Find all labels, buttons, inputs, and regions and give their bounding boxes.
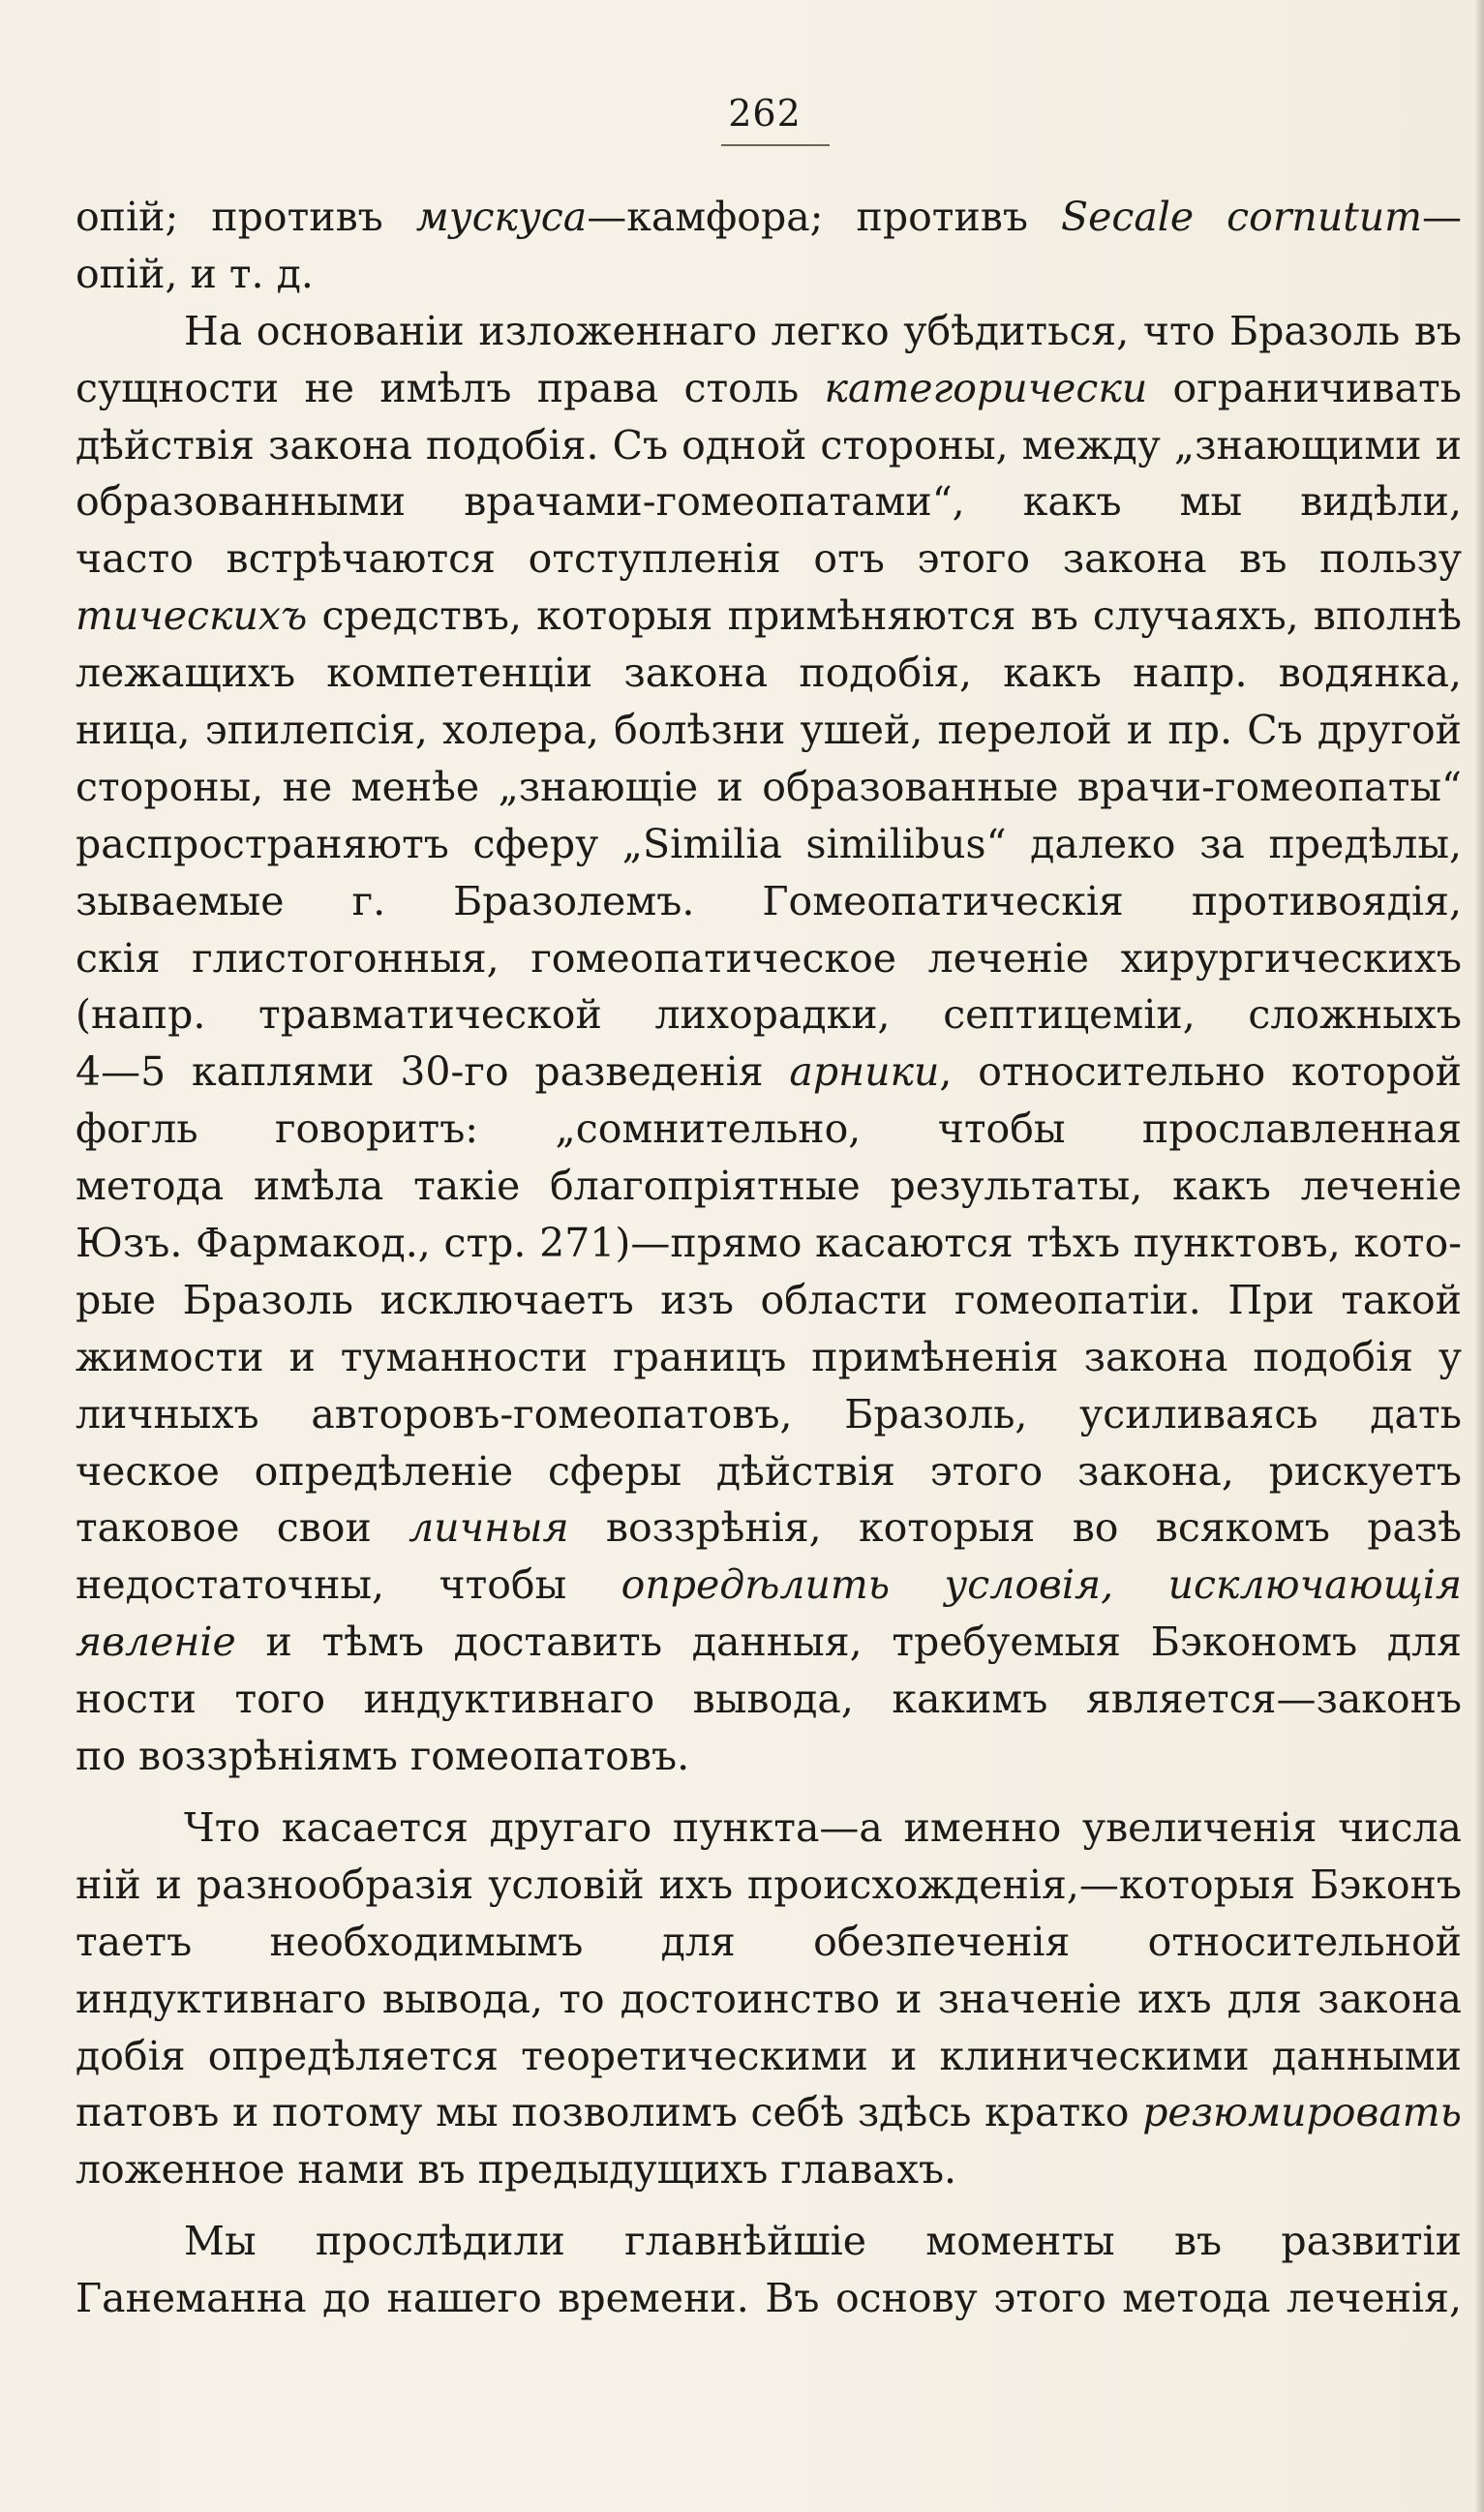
text-line: ній и разнообразія условій ихъ происхожденія,—которыя Бэконъ bbox=[76, 1861, 1462, 1908]
text-line: ческое опредѣленіе сферы дѣйствія этого закона, рискуетъ bbox=[76, 1447, 1462, 1495]
page-header bbox=[721, 92, 808, 146]
text-line: часто встрѣчаются отступленія отъ этого закона въ пользу bbox=[76, 535, 1462, 583]
text-line: ница, эпилепсія, холера, болѣзни ушей, перелой и пр. Съ другой bbox=[76, 707, 1462, 754]
text-line: лежащихъ компетенціи закона подобія, какъ напр. водянка, bbox=[76, 650, 1462, 697]
text-line: личныхъ авторовъ-гомеопатовъ, Бразоль, усиливаясь дать bbox=[76, 1390, 1462, 1438]
text-line: фогль говоритъ: „сомнительно, чтобы прославленная bbox=[76, 1105, 1462, 1153]
body-text bbox=[76, 189, 1462, 2327]
text-line: зываемые г. Бразолемъ. Гомеопатическія противоядія, bbox=[76, 877, 1462, 924]
text-line: дѣйствія закона подобія. Съ одной стороны, между „знающими и bbox=[76, 421, 1462, 469]
page-edge-shadow bbox=[1474, 0, 1484, 2512]
text-line: Юзъ. Фармакод., стр. 271)—прямо касаются тѣхъ пунктовъ, кото- bbox=[76, 1220, 1462, 1267]
text-line: 4—5 каплями 30-го разведенія арники, относительно которой bbox=[76, 1048, 1462, 1096]
text-line: Ганеманна до нашего времени. Въ основу этого метода леченія, bbox=[76, 2275, 1462, 2322]
text-line: ности того индуктивнаго вывода, какимъ является—законъ bbox=[76, 1676, 1462, 1723]
text-line: Что касается другаго пункта—а именно увеличенія числа bbox=[184, 1803, 1462, 1851]
text-line: ложенное нами въ предыдущихъ главахъ. bbox=[76, 2146, 957, 2194]
text-line: жимости и туманности границъ примѣненія закона подобія у bbox=[76, 1333, 1462, 1380]
page-number: 262 bbox=[728, 92, 802, 135]
text-line: стороны, не менѣе „знающіе и образованные врачи-гомеопаты“ bbox=[76, 763, 1462, 810]
text-line: явленіе и тѣмъ доставить данныя, требуемыя Бэкономъ для bbox=[76, 1619, 1462, 1666]
text-line: таковое свои личныя воззрѣнія, которыя во всякомъ разѣ bbox=[76, 1504, 1462, 1552]
text-line: Мы прослѣдили главнѣйшіе моменты въ развитіи bbox=[184, 2218, 1462, 2265]
text-line: патовъ и потому мы позволимъ себѣ здѣсь кратко резюмировать bbox=[76, 2089, 1462, 2136]
text-line: метода имѣла такіе благопріятные результаты, какъ леченіе bbox=[76, 1163, 1462, 1210]
text-line: На основаніи изложеннаго легко убѣдиться, что Бразоль въ bbox=[184, 307, 1462, 354]
text-line: опій; противъ мускуса—камфора; противъ Secale cornutum— bbox=[76, 194, 1462, 240]
text-line: (напр. травматической лихорадки, септицеміи, сложныхъ bbox=[76, 991, 1462, 1039]
text-line: сущности не имѣлъ права столь категорически ограничивать bbox=[76, 364, 1462, 411]
text-line: скія глистогонныя, гомеопатическое леченіе хирургическихъ bbox=[76, 934, 1462, 982]
header-rule bbox=[721, 144, 830, 146]
text-line: индуктивнаго вывода, то достоинство и значеніе ихъ для закона bbox=[76, 1975, 1462, 2022]
text-line: недостаточны, чтобы опредѣлить условія, исключающія bbox=[76, 1561, 1462, 1609]
text-line: опій, и т. д. bbox=[76, 250, 314, 297]
text-line: тическихъ средствъ, которыя примѣняются въ случаяхъ, вполнѣ bbox=[76, 592, 1462, 640]
text-line: добія опредѣляется теоретическими и клиническими данными bbox=[76, 2032, 1462, 2079]
text-line: рые Бразоль исключаетъ изъ области гомеопатіи. При такой bbox=[76, 1276, 1462, 1323]
text-line: образованными врачами-гомеопатами“, какъ мы видѣли, bbox=[76, 478, 1462, 526]
text-line: распространяютъ сферу „Similia similibus“ далеко за предѣлы, bbox=[76, 820, 1462, 867]
text-line: таетъ необходимымъ для обезпеченія относительной bbox=[76, 1918, 1462, 1965]
text-line: по воззрѣніямъ гомеопатовъ. bbox=[76, 1733, 690, 1780]
